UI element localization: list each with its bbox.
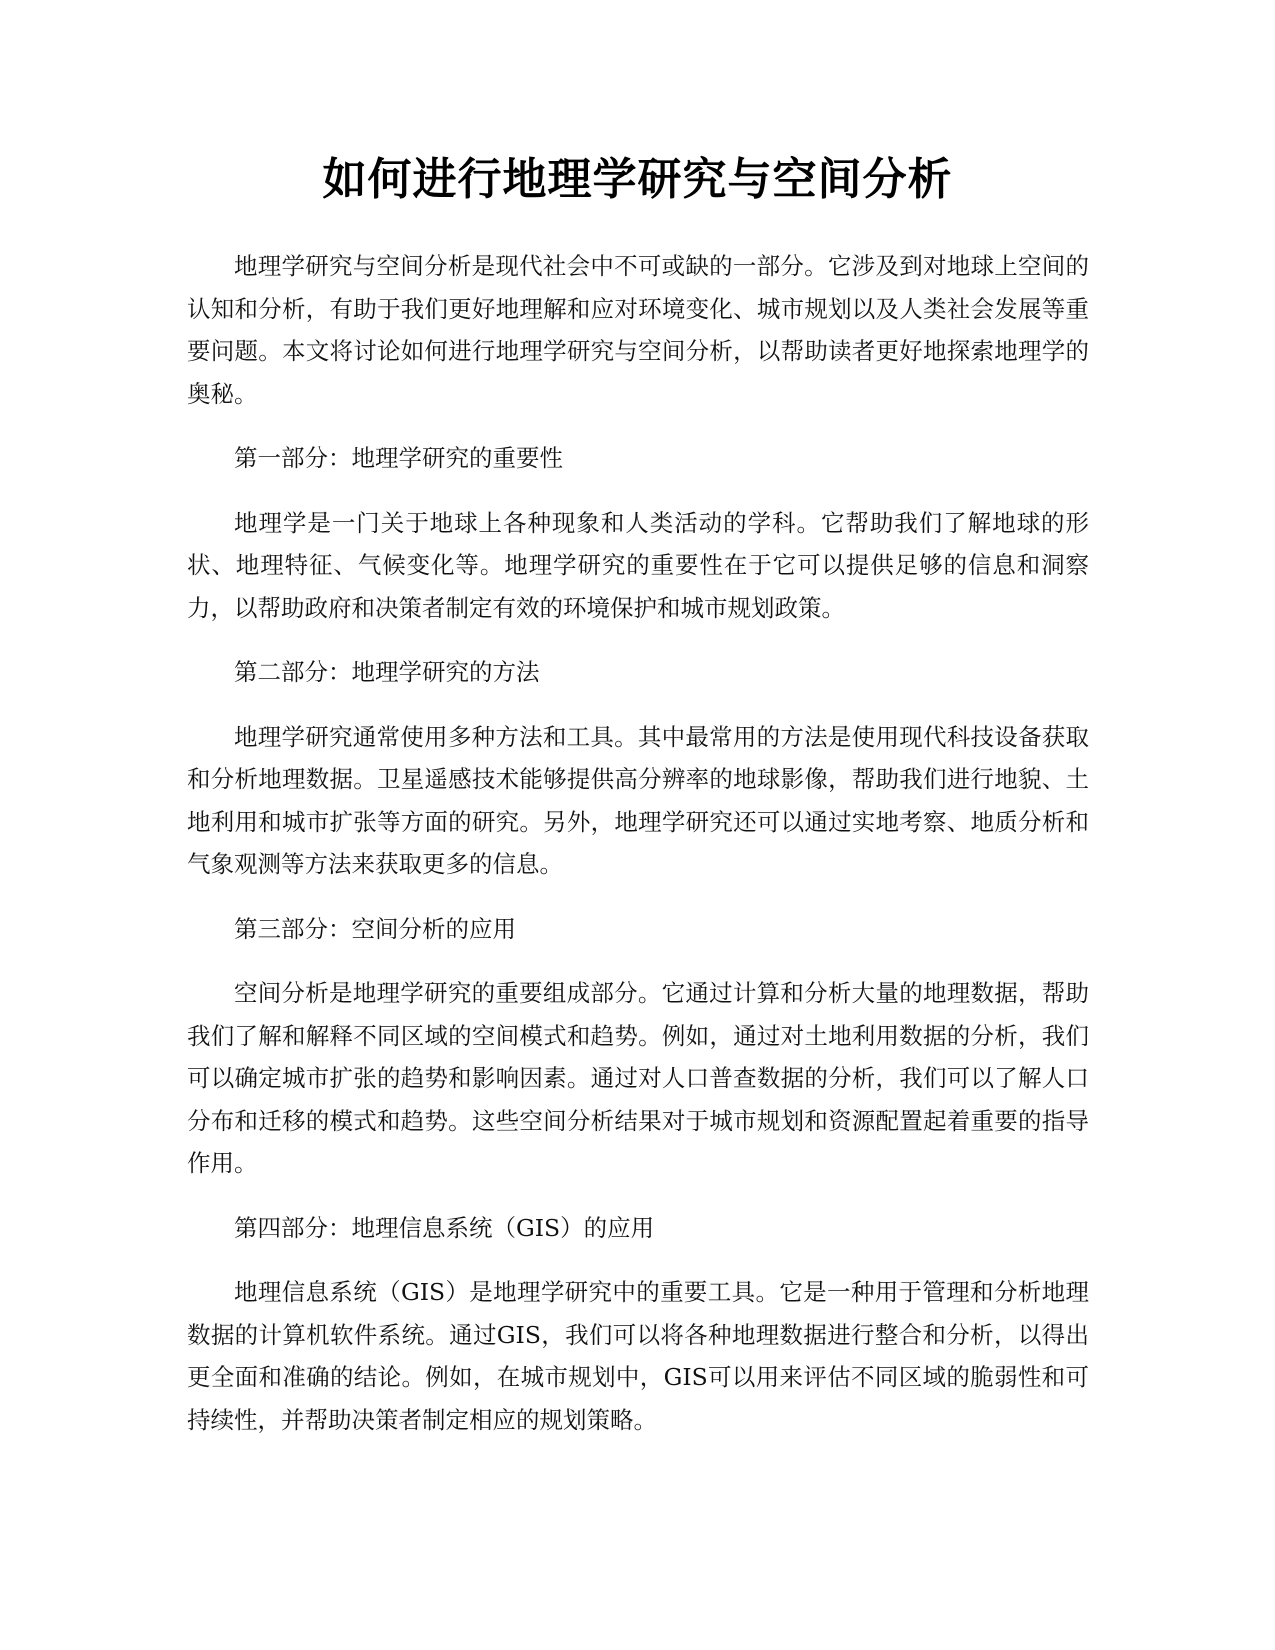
document-body: [187, 245, 1089, 1463]
section-heading-4: 第四部分：地理信息系统（GIS）的应用: [234, 1213, 655, 1242]
section-heading-2: 第二部分：地理学研究的方法: [234, 658, 540, 686]
document-title: 如何进行地理学研究与空间分析: [322, 154, 953, 205]
section-heading-1: 第一部分：地理学研究的重要性: [234, 444, 563, 472]
section-paragraph-3: 空间分析是地理学研究的重要组成部分。它通过计算和分析大量的地理数据，帮助我们了解和解释不同区域的空间模式和趋势。例如，通过对土地利用数据的分析，我们可以确定城市扩张的趋势和影响因素。通过对人口普查数据的分析，我们可以了解人口分布和迁移的模式和趋势。这些空间分析结果对于城市规划和资源配置起着重要的指导作用。: [187, 979, 1089, 1177]
section-paragraph-2: 地理学研究通常使用多种方法和工具。其中最常用的方法是使用现代科技设备获取和分析地理数据。卫星遥感技术能够提供高分辨率的地球影像，帮助我们进行地貌、土地利用和城市扩张等方面的研究。另外，地理学研究还可以通过实地考察、地质分析和气象观测等方法来获取更多的信息。: [187, 722, 1089, 878]
intro-paragraph: 地理学研究与空间分析是现代社会中不可或缺的一部分。它涉及到对地球上空间的认知和分析，有助于我们更好地理解和应对环境变化、城市规划以及人类社会发展等重要问题。本文将讨论如何进行地理学研究与空间分析，以帮助读者更好地探索地理学的奥秘。: [187, 252, 1089, 408]
section-paragraph-4: 地理信息系统（GIS）是地理学研究中的重要工具。它是一种用于管理和分析地理数据的计算机软件系统。通过GIS，我们可以将各种地理数据进行整合和分析，以得出更全面和准确的结论。例如，在城市规划中，GIS可以用来评估不同区域的脆弱性和可持续性，并帮助决策者制定相应的规划策略。: [187, 1278, 1089, 1434]
section-heading-3: 第三部分：空间分析的应用: [234, 914, 516, 943]
section-paragraph-1: 地理学是一门关于地球上各种现象和人类活动的学科。它帮助我们了解地球的形状、地理特征、气候变化等。地理学研究的重要性在于它可以提供足够的信息和洞察力，以帮助政府和决策者制定有效的环境保护和城市规划政策。: [187, 508, 1089, 622]
